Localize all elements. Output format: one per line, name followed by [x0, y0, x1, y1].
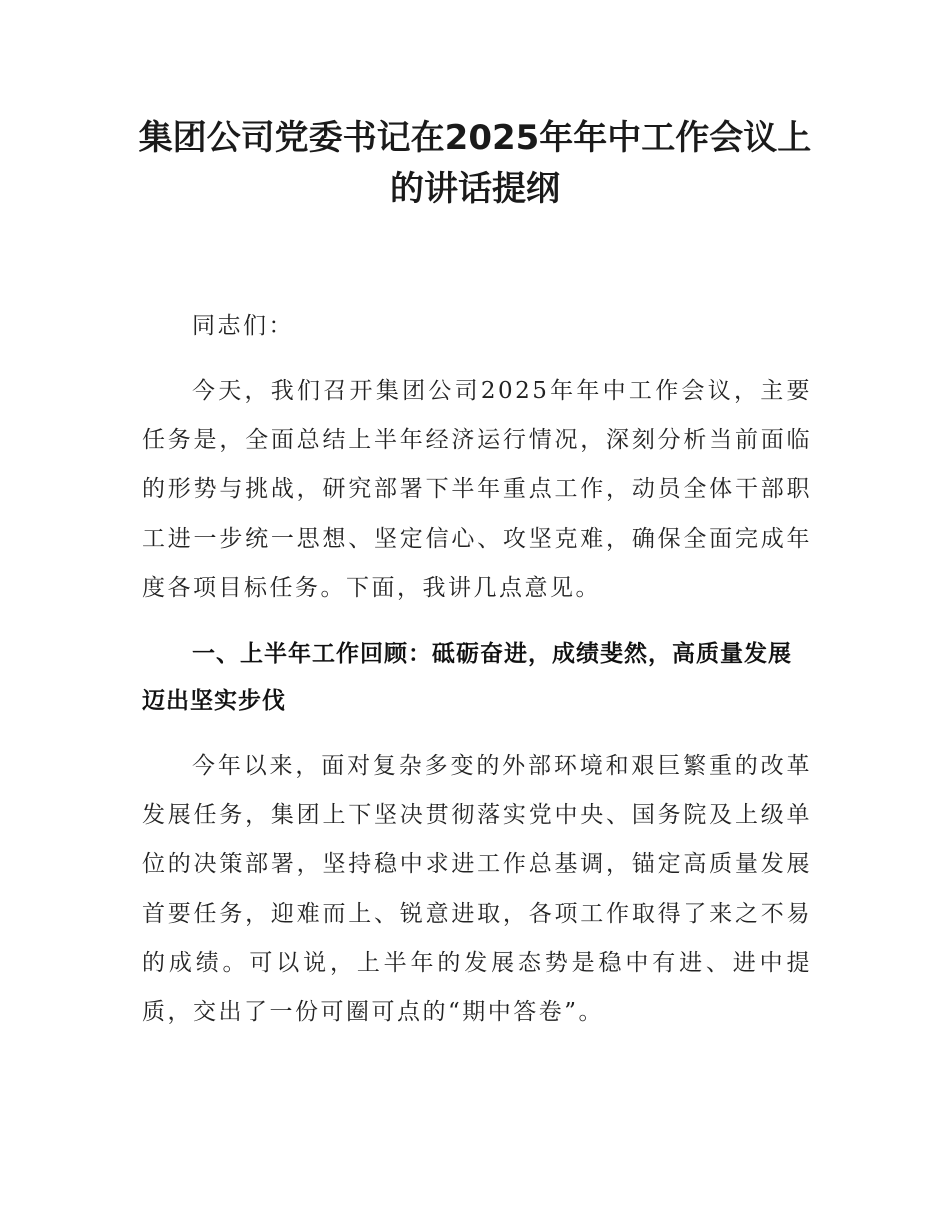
- salutation: 同志们：: [192, 313, 294, 339]
- paragraph-review: 今年以来，面对复杂多变的外部环境和艰巨繁重的改革发展任务，集团上下坚决贯彻落实党中央、国务院及上级单位的决策部署，坚持稳中求进工作总基调，锚定高质量发展首要任务，迎难而上、锐意进取，各项工作取得了来之不易的成绩。可以说，上半年的发展态势是稳中有进、进中提质，交出了一份可圈可点的“期中答卷”。: [142, 753, 812, 1026]
- document-title-line-1: 集团公司党委书记在2025年年中工作会议上: [138, 118, 812, 158]
- paragraph-intro: 今天，我们召开集团公司2025年年中工作会议，主要任务是，全面总结上半年经济运行情况，深刻分析当前面临的形势与挑战，研究部署下半年重点工作，动员全体干部职工进一步统一思想、坚定信心、攻坚克难，确保全面完成年度各项目标任务。下面，我讲几点意见。: [142, 378, 812, 601]
- section-heading-1: 一、上半年工作回顾：砥砺奋进，成绩斐然，高质量发展迈出坚实步伐: [142, 641, 792, 714]
- document-title-line-2: 的讲话提纲: [390, 169, 560, 209]
